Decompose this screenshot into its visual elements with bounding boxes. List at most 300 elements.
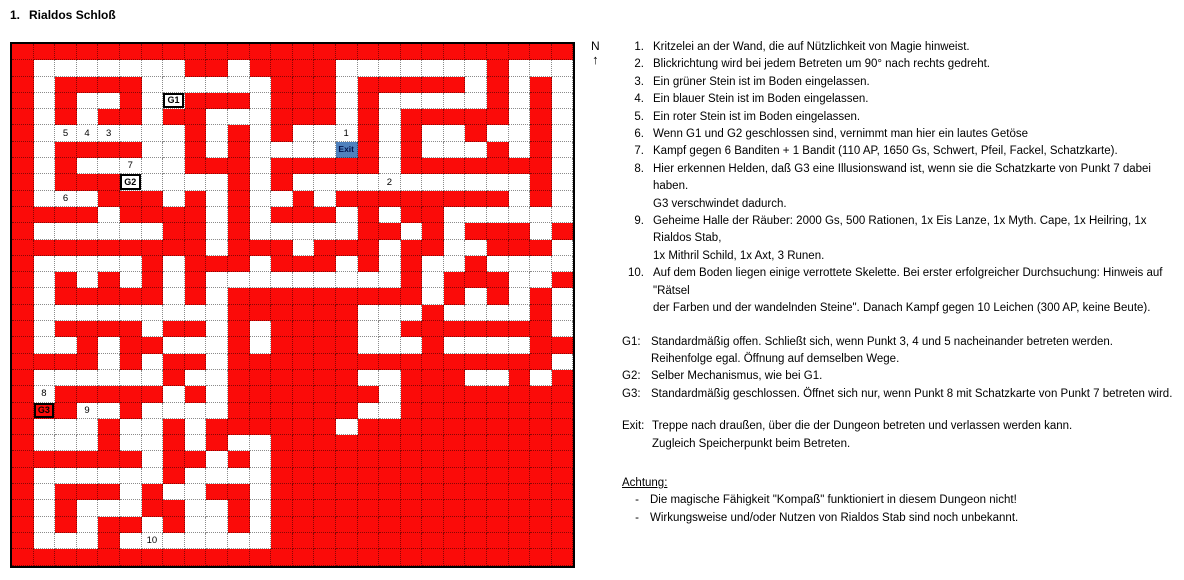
map-cell: [77, 500, 99, 516]
map-cell: [228, 191, 250, 207]
map-cell: [142, 77, 164, 93]
map-cell: [358, 468, 380, 484]
map-cell: [509, 240, 531, 256]
map-cell: [206, 125, 228, 141]
map-cell: [530, 321, 552, 337]
map-cell: [530, 419, 552, 435]
map-cell: [120, 305, 142, 321]
map-cell: [34, 435, 56, 451]
map-cell: [163, 337, 185, 353]
map-cell: [465, 500, 487, 516]
map-cell: [185, 419, 207, 435]
map-cell: [358, 174, 380, 190]
map-cell: [98, 191, 120, 207]
map-cell: [422, 288, 444, 304]
map-cell: [120, 125, 142, 141]
map-cell: [271, 305, 293, 321]
map-cell: [444, 158, 466, 174]
map-cell: [293, 533, 315, 549]
map-cell: [530, 125, 552, 141]
map-cell: [12, 77, 34, 93]
map-cell: [487, 142, 509, 158]
map-cell: [487, 93, 509, 109]
map-cell: [293, 223, 315, 239]
map-cell: [206, 109, 228, 125]
map-cell: [444, 174, 466, 190]
map-cell: [271, 158, 293, 174]
map-cell: [142, 305, 164, 321]
map-cell: [228, 256, 250, 272]
map-cell: [98, 468, 120, 484]
map-cell: [358, 451, 380, 467]
map-cell: [120, 288, 142, 304]
map-cell: [509, 517, 531, 533]
map-cell: [55, 549, 77, 565]
map-cell: [163, 174, 185, 190]
map-cell: [401, 158, 423, 174]
note-item-text: Ein roter Stein ist im Boden eingelassen.: [653, 110, 861, 123]
map-cell: [55, 272, 77, 288]
map-cell: [98, 321, 120, 337]
map-cell: [487, 223, 509, 239]
map-cell: [358, 109, 380, 125]
map-cell: [250, 109, 272, 125]
map-cell: [401, 207, 423, 223]
map-cell: [77, 191, 99, 207]
map-cell: [509, 435, 531, 451]
map-cell: [163, 517, 185, 533]
dungeon-map-grid: [12, 44, 573, 566]
map-cell: [293, 403, 315, 419]
map-cell: [358, 403, 380, 419]
map-cell: [120, 517, 142, 533]
map-cell: [401, 288, 423, 304]
map-cell: [444, 517, 466, 533]
note-item-number: 6.: [634, 128, 644, 141]
map-cell: [552, 500, 574, 516]
map-cell: [55, 500, 77, 516]
map-cell: [271, 451, 293, 467]
map-cell: [206, 484, 228, 500]
map-cell: [358, 419, 380, 435]
map-cell: [314, 272, 336, 288]
map-cell: [55, 288, 77, 304]
map-cell: [487, 191, 509, 207]
map-cell: [185, 500, 207, 516]
map-cell: [185, 44, 207, 60]
map-cell: [163, 468, 185, 484]
map-cell: [314, 240, 336, 256]
dungeon-map: [10, 42, 575, 568]
map-cell: [120, 419, 142, 435]
map-cell: [185, 109, 207, 125]
map-cell: [12, 44, 34, 60]
north-arrow-icon: ↑: [592, 52, 599, 67]
map-cell: [487, 517, 509, 533]
map-cell: [206, 403, 228, 419]
map-cell: [142, 125, 164, 141]
map-cell: [465, 419, 487, 435]
map-cell: [444, 109, 466, 125]
map-cell: [379, 240, 401, 256]
map-cell: [444, 435, 466, 451]
map-cell: [185, 403, 207, 419]
map-cell: [530, 272, 552, 288]
map-cell: [552, 256, 574, 272]
map-cell: [77, 60, 99, 76]
map-cell: [552, 207, 574, 223]
map-cell: [293, 60, 315, 76]
map-cell: [379, 77, 401, 93]
map-cell: [379, 533, 401, 549]
map-cell: [444, 191, 466, 207]
map-cell: [55, 223, 77, 239]
map-cell: [120, 354, 142, 370]
map-cell: [379, 142, 401, 158]
map-cell: [422, 223, 444, 239]
map-cell: [379, 549, 401, 565]
map-cell: [314, 403, 336, 419]
map-cell: [228, 77, 250, 93]
map-cell: [271, 125, 293, 141]
warning-header: Achtung:: [622, 476, 668, 489]
map-cell: [120, 337, 142, 353]
map-cell: [336, 337, 358, 353]
map-cell: [206, 77, 228, 93]
map-cell: [142, 517, 164, 533]
map-cell: [34, 272, 56, 288]
map-cell: [465, 435, 487, 451]
map-cell: [98, 370, 120, 386]
map-cell: [206, 354, 228, 370]
map-cell: [422, 240, 444, 256]
map-cell: [379, 223, 401, 239]
map-cell: [444, 207, 466, 223]
map-cell: [487, 354, 509, 370]
map-cell: [250, 207, 272, 223]
map-cell: [77, 207, 99, 223]
map-cell: [509, 305, 531, 321]
note-item-5: [622, 109, 1182, 126]
map-cell: [509, 386, 531, 402]
map-cell: [120, 533, 142, 549]
map-cell: [444, 337, 466, 353]
map-cell: [379, 44, 401, 60]
map-cell: [509, 370, 531, 386]
map-cell: [444, 419, 466, 435]
map-cell: [487, 125, 509, 141]
map-cell: [293, 240, 315, 256]
map-cell: [206, 174, 228, 190]
note-item-9: [622, 213, 1182, 265]
map-cell: [271, 60, 293, 76]
map-cell: [55, 403, 77, 419]
map-cell: [77, 256, 99, 272]
map-cell: [401, 240, 423, 256]
map-cell: [12, 435, 34, 451]
map-cell: [12, 517, 34, 533]
map-cell: [185, 240, 207, 256]
map-cell: [293, 468, 315, 484]
map-cell: [142, 93, 164, 109]
map-cell: [530, 288, 552, 304]
map-cell: [206, 337, 228, 353]
map-cell: [34, 468, 56, 484]
note-item-text: Kritzelei an der Wand, die auf Nützlichkeit von Magie hinweist.: [653, 41, 970, 53]
map-cell: [142, 142, 164, 158]
map-cell: [206, 549, 228, 565]
map-cell: [552, 435, 574, 451]
map-cell: [444, 484, 466, 500]
map-cell: [228, 337, 250, 353]
map-cell: [336, 435, 358, 451]
map-cell: [401, 549, 423, 565]
map-cell: [530, 223, 552, 239]
map-cell: [358, 288, 380, 304]
map-cell: [55, 60, 77, 76]
gate-note-g3-label: G3:: [622, 387, 641, 400]
map-cell: [228, 174, 250, 190]
map-cell: [379, 468, 401, 484]
map-cell: [444, 549, 466, 565]
map-cell: [444, 60, 466, 76]
map-cell: [487, 370, 509, 386]
map-cell: [12, 288, 34, 304]
map-cell: [379, 256, 401, 272]
map-cell: [465, 370, 487, 386]
map-cell: [250, 435, 272, 451]
map-cell: [12, 354, 34, 370]
map-cell: [55, 337, 77, 353]
map-cell: [34, 533, 56, 549]
map-cell: [55, 240, 77, 256]
map-cell: [34, 451, 56, 467]
map-cell: [358, 435, 380, 451]
map-cell: [422, 468, 444, 484]
note-item-text: Geheime Halle der Räuber: 2000 Gs, 500 Rationen, 1x Eis Lanze, 1x Myth. Cape, 1x Heilring, 1x Rialdos Stab, 1x Mithril Schild, 1x Axt, 3 Runen.: [653, 215, 1147, 262]
gate-notes-list: [622, 334, 1182, 404]
map-cell: [250, 500, 272, 516]
map-cell: [530, 77, 552, 93]
map-cell: [401, 517, 423, 533]
map-cell: [293, 272, 315, 288]
warning-bullet-text: Die magische Fähigkeit "Kompaß" funktioniert in diesem Dungeon nicht!: [650, 494, 1017, 507]
note-item-10: [622, 265, 1182, 317]
map-cell: [34, 370, 56, 386]
gate-note-g1: [622, 334, 1182, 369]
map-cell: [530, 533, 552, 549]
map-cell: [379, 517, 401, 533]
map-cell: [293, 93, 315, 109]
map-marker-6: 6: [55, 191, 77, 207]
map-cell: [336, 288, 358, 304]
map-cell: [12, 549, 34, 565]
map-cell: [422, 419, 444, 435]
map-cell: [142, 191, 164, 207]
map-cell: [98, 451, 120, 467]
map-cell: [358, 142, 380, 158]
map-cell: [55, 386, 77, 402]
warning-bullet-1: [622, 492, 1182, 509]
map-cell: [530, 451, 552, 467]
map-cell: [314, 354, 336, 370]
map-cell: [465, 354, 487, 370]
map-cell: [487, 468, 509, 484]
map-cell: [509, 321, 531, 337]
map-cell: [12, 321, 34, 337]
map-cell: [422, 403, 444, 419]
map-cell: [314, 321, 336, 337]
map-cell: [314, 484, 336, 500]
map-cell: [250, 419, 272, 435]
map-cell: [509, 337, 531, 353]
map-cell: [487, 77, 509, 93]
map-cell: [98, 240, 120, 256]
map-cell: [293, 419, 315, 435]
map-cell: [465, 272, 487, 288]
map-cell: [163, 142, 185, 158]
map-cell: [271, 386, 293, 402]
map-cell: [185, 256, 207, 272]
map-cell: [358, 44, 380, 60]
map-cell: [34, 484, 56, 500]
map-cell: [487, 60, 509, 76]
map-cell: [336, 77, 358, 93]
map-cell: [336, 109, 358, 125]
map-marker-8: 8: [34, 386, 56, 402]
map-cell: [401, 272, 423, 288]
map-cell: [509, 484, 531, 500]
map-cell: [422, 174, 444, 190]
map-cell: [142, 337, 164, 353]
map-cell: [444, 44, 466, 60]
map-cell: [293, 370, 315, 386]
map-cell: [142, 272, 164, 288]
map-cell: [228, 533, 250, 549]
map-cell: [293, 174, 315, 190]
map-cell: [250, 174, 272, 190]
map-cell: [271, 93, 293, 109]
map-cell: [228, 125, 250, 141]
map-cell: [401, 256, 423, 272]
map-cell: [34, 93, 56, 109]
map-cell: [314, 517, 336, 533]
map-cell: [55, 370, 77, 386]
map-cell: [34, 288, 56, 304]
map-cell: [163, 288, 185, 304]
map-cell: [552, 125, 574, 141]
map-cell: [163, 549, 185, 565]
map-cell: [206, 386, 228, 402]
map-cell: [314, 77, 336, 93]
map-cell: [530, 207, 552, 223]
map-cell: [228, 354, 250, 370]
note-item-number: 3.: [634, 75, 644, 88]
map-cell: [120, 272, 142, 288]
map-cell: [185, 354, 207, 370]
map-cell: [314, 305, 336, 321]
map-cell: [465, 223, 487, 239]
map-cell: [120, 500, 142, 516]
map-cell: [142, 207, 164, 223]
map-cell: [314, 142, 336, 158]
gate-note-g3: [622, 386, 1182, 403]
map-cell: [444, 256, 466, 272]
map-cell: [163, 158, 185, 174]
map-cell: [358, 191, 380, 207]
map-cell: [34, 321, 56, 337]
map-cell: [77, 93, 99, 109]
map-cell: [250, 288, 272, 304]
map-cell: [185, 321, 207, 337]
map-cell: [206, 207, 228, 223]
map-cell: [465, 484, 487, 500]
map-cell: [336, 305, 358, 321]
map-cell: [358, 272, 380, 288]
map-cell: [530, 517, 552, 533]
map-cell: [401, 174, 423, 190]
map-cell: [530, 93, 552, 109]
map-cell: [120, 403, 142, 419]
map-cell: [465, 93, 487, 109]
map-cell: [422, 337, 444, 353]
map-cell: [185, 77, 207, 93]
map-marker-5: 5: [55, 125, 77, 141]
map-cell: [379, 93, 401, 109]
map-cell: [142, 288, 164, 304]
map-cell: [379, 305, 401, 321]
map-cell: [552, 174, 574, 190]
map-cell: [228, 93, 250, 109]
map-cell: [530, 354, 552, 370]
map-cell: [12, 158, 34, 174]
map-cell: [120, 142, 142, 158]
map-cell: [293, 125, 315, 141]
map-cell: [98, 256, 120, 272]
map-cell: [465, 125, 487, 141]
map-cell: [293, 207, 315, 223]
note-item-4: [622, 91, 1182, 108]
map-cell: [401, 386, 423, 402]
gate-g1: G1: [163, 93, 185, 109]
map-cell: [293, 500, 315, 516]
map-cell: [271, 435, 293, 451]
map-cell: [142, 60, 164, 76]
map-cell: [206, 451, 228, 467]
map-cell: [185, 517, 207, 533]
map-cell: [552, 337, 574, 353]
gate-note-g1-label: G1:: [622, 335, 641, 348]
map-cell: [271, 174, 293, 190]
map-cell: [228, 272, 250, 288]
map-cell: [552, 158, 574, 174]
map-cell: [465, 44, 487, 60]
map-cell: [206, 60, 228, 76]
note-item-text: Ein blauer Stein ist im Boden eingelassen.: [653, 93, 869, 106]
map-cell: [34, 256, 56, 272]
map-cell: [163, 109, 185, 125]
map-cell: [34, 158, 56, 174]
map-cell: [250, 484, 272, 500]
map-cell: [552, 354, 574, 370]
map-cell: [228, 386, 250, 402]
map-cell: [465, 321, 487, 337]
map-cell: [228, 109, 250, 125]
map-cell: [379, 419, 401, 435]
map-cell: [77, 549, 99, 565]
map-cell: [487, 240, 509, 256]
map-cell: [401, 305, 423, 321]
